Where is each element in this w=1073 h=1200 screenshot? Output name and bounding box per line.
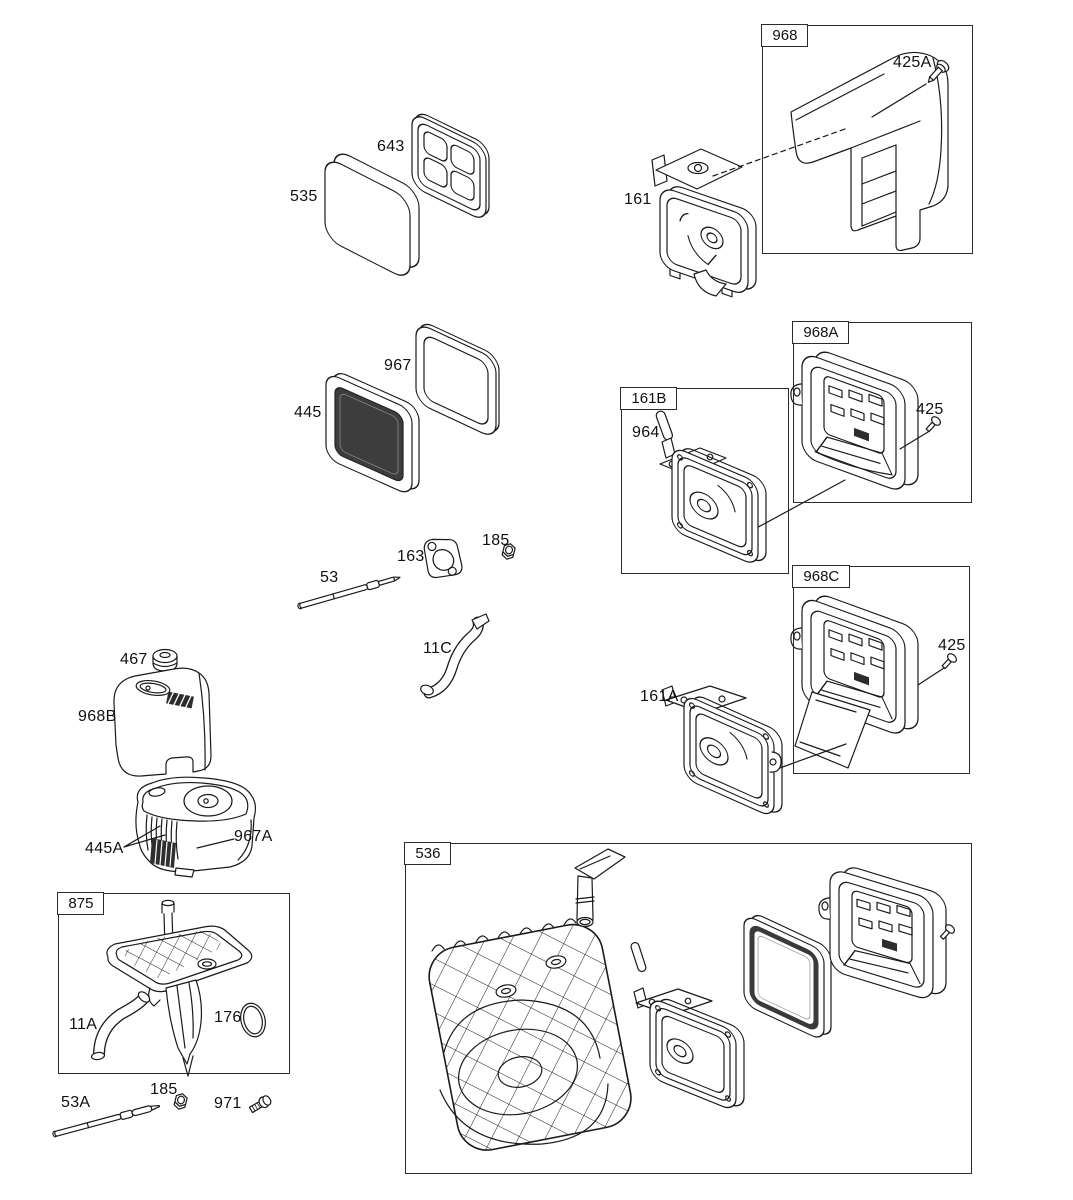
part-label-53A: 53A bbox=[61, 1094, 91, 1111]
region-box-968C bbox=[793, 566, 970, 774]
region-box-968A bbox=[793, 322, 972, 503]
part-535-foam-filter bbox=[325, 148, 419, 281]
part-label-11A: 11A bbox=[69, 1016, 98, 1033]
part-label-185-lower: 185 bbox=[150, 1081, 178, 1098]
region-box-968 bbox=[762, 25, 973, 254]
part-label-161: 161 bbox=[624, 191, 652, 208]
region-label-968: 968 bbox=[761, 24, 808, 47]
part-label-967A: 967A bbox=[234, 828, 273, 845]
part-label-53: 53 bbox=[320, 569, 339, 586]
part-label-176: 176 bbox=[214, 1009, 242, 1026]
part-label-971: 971 bbox=[214, 1095, 242, 1112]
part-label-968B: 968B bbox=[78, 708, 117, 725]
part-label-445A: 445A bbox=[85, 840, 124, 857]
part-161A-muffler bbox=[662, 686, 782, 822]
region-label-968A: 968A bbox=[792, 321, 849, 344]
part-467-knob bbox=[153, 650, 177, 672]
region-box-536 bbox=[405, 843, 972, 1174]
part-label-467: 467 bbox=[120, 651, 148, 668]
region-box-875 bbox=[58, 893, 290, 1074]
part-label-643: 643 bbox=[377, 138, 405, 155]
part-971-bolt bbox=[248, 1094, 273, 1115]
part-label-964: 964 bbox=[632, 424, 660, 441]
part-label-535: 535 bbox=[290, 188, 318, 205]
part-445-filter bbox=[326, 366, 419, 499]
region-label-875: 875 bbox=[57, 892, 104, 915]
part-53-rod bbox=[297, 574, 401, 610]
part-label-11C: 11C bbox=[423, 640, 453, 657]
part-161-muffler bbox=[652, 149, 756, 305]
part-label-425-968C: 425 bbox=[938, 637, 966, 654]
part-label-445: 445 bbox=[294, 404, 322, 421]
part-967-frame bbox=[416, 318, 499, 441]
part-label-425-968A: 425 bbox=[916, 401, 944, 418]
part-643-cover-grid bbox=[412, 108, 489, 224]
part-label-161A: 161A bbox=[640, 688, 679, 705]
region-label-968C: 968C bbox=[792, 565, 850, 588]
part-label-425A: 425A bbox=[893, 54, 932, 71]
part-163-gasket bbox=[419, 535, 468, 583]
part-968B-cover bbox=[114, 668, 211, 776]
region-box-161B bbox=[621, 388, 789, 574]
part-label-967: 967 bbox=[384, 357, 412, 374]
part-label-163: 163 bbox=[397, 548, 425, 565]
region-label-161B: 161B bbox=[620, 387, 677, 410]
region-label-536: 536 bbox=[404, 842, 451, 865]
part-label-185-upper: 185 bbox=[482, 532, 510, 549]
